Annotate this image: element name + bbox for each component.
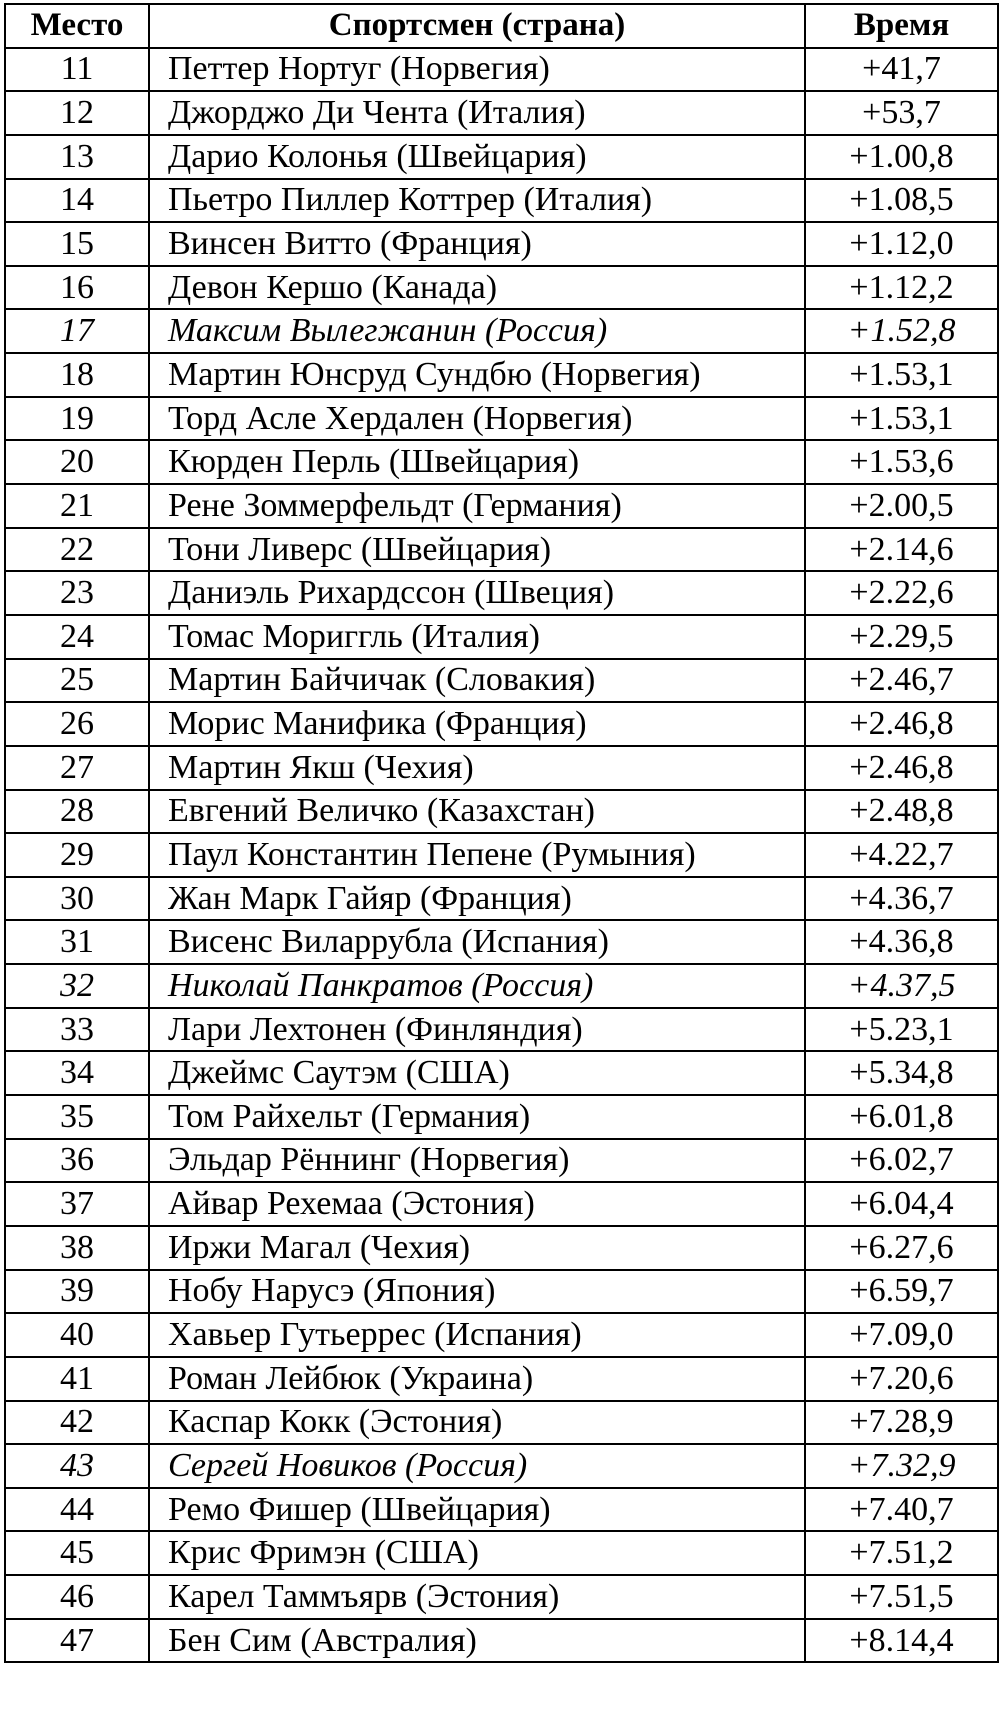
place-cell: 43 [5,1444,149,1488]
athlete-cell: Том Райхельт (Германия) [149,1095,805,1139]
athlete-cell: Сергей Новиков (Россия) [149,1444,805,1488]
time-cell: +6.27,6 [805,1226,998,1270]
table-row [5,91,998,135]
table-row [5,353,998,397]
athlete-cell: Каспар Кокк (Эстония) [149,1401,805,1445]
athlete-cell: Бен Сим (Австралия) [149,1619,805,1663]
table-row [5,48,998,92]
place-cell: 39 [5,1270,149,1314]
time-cell: +7.40,7 [805,1488,998,1532]
time-cell: +1.08,5 [805,179,998,223]
place-cell: 18 [5,353,149,397]
header-time: Время [805,4,998,48]
time-cell: +2.29,5 [805,615,998,659]
place-cell: 19 [5,397,149,441]
athlete-cell: Тони Ливерс (Швейцария) [149,528,805,572]
athlete-cell: Мартин Байчичак (Словакия) [149,659,805,703]
time-cell: +2.14,6 [805,528,998,572]
table-row [5,1444,998,1488]
place-cell: 40 [5,1313,149,1357]
time-cell: +6.02,7 [805,1139,998,1183]
place-cell: 38 [5,1226,149,1270]
time-cell: +2.22,6 [805,571,998,615]
table-row [5,222,998,266]
table-row [5,615,998,659]
time-cell: +1.12,0 [805,222,998,266]
athlete-cell: Николай Панкратов (Россия) [149,964,805,1008]
athlete-cell: Евгений Величко (Казахстан) [149,790,805,834]
place-cell: 23 [5,571,149,615]
athlete-cell: Лари Лехтонен (Финляндия) [149,1008,805,1052]
athlete-cell: Джорджо Ди Чента (Италия) [149,91,805,135]
place-cell: 21 [5,484,149,528]
athlete-cell: Хавьер Гутьеррес (Испания) [149,1313,805,1357]
table-row [5,1270,998,1314]
table-row [5,1095,998,1139]
athlete-cell: Максим Вылегжанин (Россия) [149,309,805,353]
table-row [5,1619,998,1663]
table-row [5,877,998,921]
table-row [5,309,998,353]
place-cell: 45 [5,1531,149,1575]
time-cell: +41,7 [805,48,998,92]
athlete-cell: Жан Марк Гайяр (Франция) [149,877,805,921]
athlete-cell: Эльдар Рённинг (Норвегия) [149,1139,805,1183]
athlete-cell: Рене Зоммерфельдт (Германия) [149,484,805,528]
time-cell: +8.14,4 [805,1619,998,1663]
table-row [5,833,998,877]
athlete-cell: Джеймс Саутэм (США) [149,1051,805,1095]
table-row [5,1008,998,1052]
time-cell: +7.09,0 [805,1313,998,1357]
place-cell: 35 [5,1095,149,1139]
time-cell: +4.36,7 [805,877,998,921]
athlete-cell: Дарио Колонья (Швейцария) [149,135,805,179]
table-row [5,1401,998,1445]
athlete-cell: Паул Константин Пепене (Румыния) [149,833,805,877]
place-cell: 47 [5,1619,149,1663]
athlete-cell: Даниэль Рихардссон (Швеция) [149,571,805,615]
athlete-cell: Петтер Нортуг (Норвегия) [149,48,805,92]
table-row [5,1313,998,1357]
table-row [5,1226,998,1270]
time-cell: +4.36,8 [805,920,998,964]
table-row [5,746,998,790]
time-cell: +2.48,8 [805,790,998,834]
time-cell: +2.46,7 [805,659,998,703]
time-cell: +1.12,2 [805,266,998,310]
athlete-cell: Мартин Якш (Чехия) [149,746,805,790]
place-cell: 12 [5,91,149,135]
time-cell: +1.52,8 [805,309,998,353]
athlete-cell: Ремо Фишер (Швейцария) [149,1488,805,1532]
time-cell: +7.28,9 [805,1401,998,1445]
table-row [5,135,998,179]
place-cell: 11 [5,48,149,92]
time-cell: +53,7 [805,91,998,135]
table-row [5,920,998,964]
time-cell: +6.04,4 [805,1182,998,1226]
place-cell: 15 [5,222,149,266]
athlete-cell: Висенс Виларрубла (Испания) [149,920,805,964]
time-cell: +4.37,5 [805,964,998,1008]
time-cell: +5.34,8 [805,1051,998,1095]
place-cell: 22 [5,528,149,572]
athlete-cell: Томас Мориггль (Италия) [149,615,805,659]
place-cell: 14 [5,179,149,223]
table-row [5,440,998,484]
place-cell: 46 [5,1575,149,1619]
table-row [5,659,998,703]
results-table [4,3,999,1663]
place-cell: 41 [5,1357,149,1401]
place-cell: 33 [5,1008,149,1052]
time-cell: +1.53,1 [805,397,998,441]
place-cell: 32 [5,964,149,1008]
time-cell: +6.01,8 [805,1095,998,1139]
time-cell: +2.46,8 [805,746,998,790]
place-cell: 36 [5,1139,149,1183]
athlete-cell: Торд Асле Хердален (Норвегия) [149,397,805,441]
athlete-cell: Мартин Юнсруд Сундбю (Норвегия) [149,353,805,397]
table-row [5,571,998,615]
place-cell: 37 [5,1182,149,1226]
table-row [5,1051,998,1095]
table-row [5,1531,998,1575]
table-row [5,397,998,441]
header-row [5,4,998,48]
table-row [5,528,998,572]
time-cell: +7.32,9 [805,1444,998,1488]
table-header [5,4,998,48]
place-cell: 17 [5,309,149,353]
athlete-cell: Крис Фримэн (США) [149,1531,805,1575]
place-cell: 25 [5,659,149,703]
place-cell: 34 [5,1051,149,1095]
place-cell: 27 [5,746,149,790]
athlete-cell: Морис Манифика (Франция) [149,702,805,746]
athlete-cell: Айвар Рехемаа (Эстония) [149,1182,805,1226]
athlete-cell: Роман Лейбюк (Украина) [149,1357,805,1401]
time-cell: +2.46,8 [805,702,998,746]
athlete-cell: Девон Кершо (Канада) [149,266,805,310]
table-body [5,48,998,1663]
table-row [5,1575,998,1619]
time-cell: +1.53,6 [805,440,998,484]
place-cell: 30 [5,877,149,921]
place-cell: 24 [5,615,149,659]
table-row [5,266,998,310]
place-cell: 20 [5,440,149,484]
athlete-cell: Карел Таммъярв (Эстония) [149,1575,805,1619]
table-row [5,1182,998,1226]
table-row [5,964,998,1008]
time-cell: +1.53,1 [805,353,998,397]
time-cell: +5.23,1 [805,1008,998,1052]
time-cell: +6.59,7 [805,1270,998,1314]
time-cell: +1.00,8 [805,135,998,179]
table-row [5,790,998,834]
time-cell: +7.51,5 [805,1575,998,1619]
athlete-cell: Нобу Нарусэ (Япония) [149,1270,805,1314]
place-cell: 16 [5,266,149,310]
athlete-cell: Иржи Магал (Чехия) [149,1226,805,1270]
place-cell: 42 [5,1401,149,1445]
time-cell: +2.00,5 [805,484,998,528]
time-cell: +7.20,6 [805,1357,998,1401]
athlete-cell: Пьетро Пиллер Коттрер (Италия) [149,179,805,223]
table-row [5,484,998,528]
place-cell: 31 [5,920,149,964]
time-cell: +4.22,7 [805,833,998,877]
athlete-cell: Кюрден Перль (Швейцария) [149,440,805,484]
table-row [5,1357,998,1401]
header-athlete: Спортсмен (страна) [149,4,805,48]
header-place: Место [5,4,149,48]
table-row [5,179,998,223]
table-row [5,702,998,746]
place-cell: 13 [5,135,149,179]
table-row [5,1488,998,1532]
time-cell: +7.51,2 [805,1531,998,1575]
place-cell: 26 [5,702,149,746]
place-cell: 44 [5,1488,149,1532]
athlete-cell: Винсен Витто (Франция) [149,222,805,266]
table-row [5,1139,998,1183]
place-cell: 29 [5,833,149,877]
place-cell: 28 [5,790,149,834]
